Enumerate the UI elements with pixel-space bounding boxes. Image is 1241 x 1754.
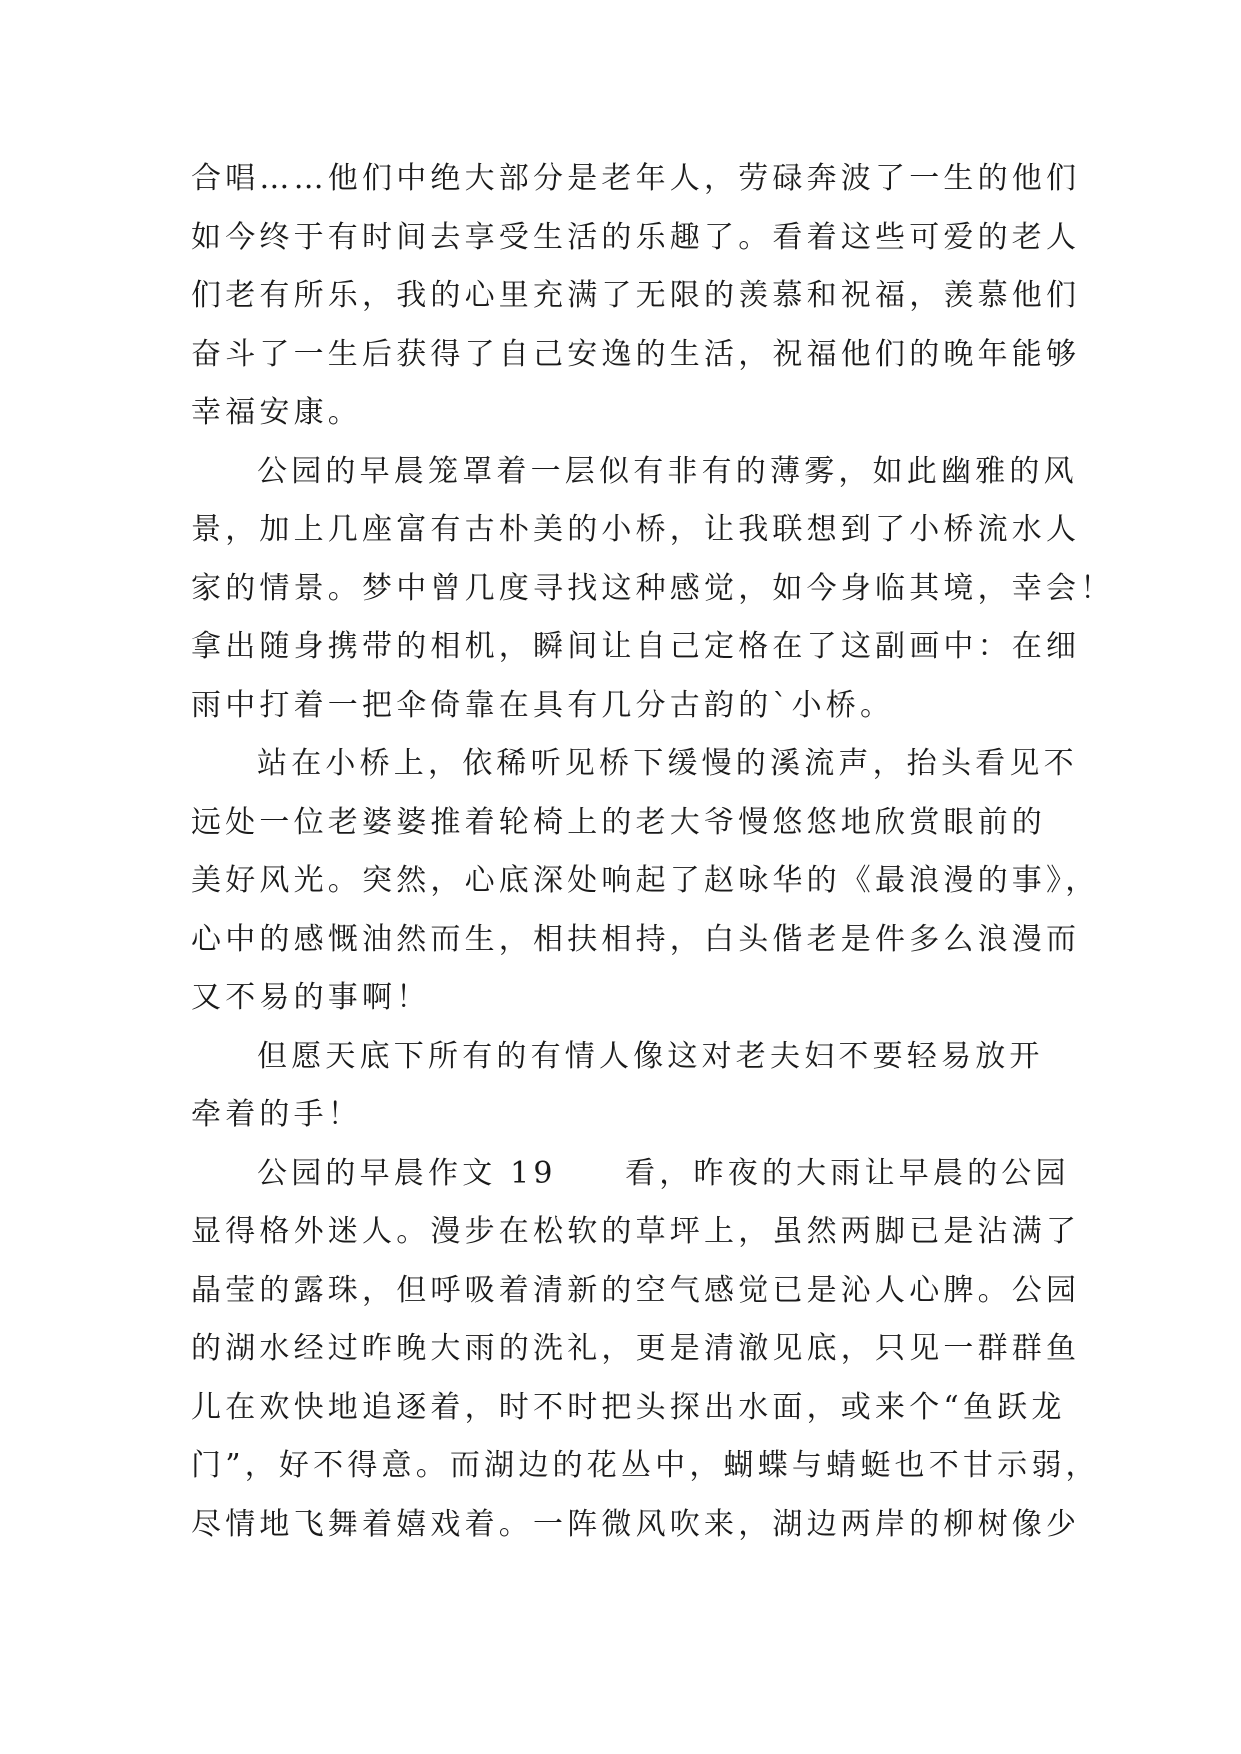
text-line: 合唱……他们中绝大部分是老年人，劳碌奔波了一生的他们 bbox=[191, 161, 1081, 196]
text-line: 牵着的手！ bbox=[191, 1097, 362, 1132]
paragraph-start-line: 站在小桥上，依稀听见桥下缓慢的溪流声，抬头看见不 bbox=[257, 746, 1078, 781]
paragraph-start-line: 公园的早晨笼罩着一层似有非有的薄雾，如此幽雅的风 bbox=[257, 453, 1078, 489]
text-line: 远处一位老婆婆推着轮椅上的老大爷慢悠悠地欣赏眼前的 bbox=[191, 804, 1046, 840]
text-line: 门”，好不得意。而湖边的花丛中，蝴蝶与蜻蜓也不甘示弱， bbox=[191, 1448, 1100, 1483]
text-line: 家的情景。梦中曾几度寻找这种感觉，如今身临其境，幸会！ bbox=[191, 570, 1115, 606]
text-line: 又不易的事啊！ bbox=[191, 980, 431, 1015]
text-line: 如今终于有时间去享受生活的乐趣了。看着这些可爱的老人 bbox=[191, 219, 1081, 255]
text-line: 美好风光。突然，心底深处响起了赵咏华的《最浪漫的事》， bbox=[191, 863, 1100, 898]
text-line: 拿出随身携带的相机，瞬间让自己定格在了这副画中：在细 bbox=[191, 629, 1081, 664]
text-line: 尽情地飞舞着嬉戏着。一阵微风吹来，湖边两岸的柳树像少 bbox=[191, 1506, 1081, 1542]
text-line: 雨中打着一把伞倚靠在具有几分古韵的`小桥。 bbox=[191, 687, 895, 723]
section-heading-line: 公园的早晨作文 19 看，昨夜的大雨让早晨的公园 bbox=[257, 1155, 1070, 1191]
text-line: 显得格外迷人。漫步在松软的草坪上，虽然两脚已是沾满了 bbox=[191, 1214, 1081, 1249]
text-line: 景，加上几座富有古朴美的小桥，让我联想到了小桥流水人 bbox=[191, 512, 1081, 547]
text-line: 儿在欢快地追逐着，时不时把头探出水面，或来个“鱼跃龙 bbox=[191, 1389, 1066, 1425]
text-line: 们老有所乐，我的心里充满了无限的羡慕和祝福，羡慕他们 bbox=[191, 278, 1081, 313]
text-line: 奋斗了一生后获得了自己安逸的生活，祝福他们的晚年能够 bbox=[191, 336, 1081, 372]
text-line: 晶莹的露珠，但呼吸着清新的空气感觉已是沁人心脾。公园 bbox=[191, 1272, 1081, 1308]
text-line: 心中的感慨油然而生，相扶相持，白头偕老是件多么浪漫而 bbox=[191, 921, 1081, 957]
paragraph-start-line: 但愿天底下所有的有情人像这对老夫妇不要轻易放开 bbox=[257, 1038, 1044, 1074]
text-line: 的湖水经过昨晚大雨的洗礼，更是清澈见底，只见一群群鱼 bbox=[191, 1331, 1081, 1366]
text-line: 幸福安康。 bbox=[191, 395, 362, 430]
body-text bbox=[191, 150, 1115, 1554]
